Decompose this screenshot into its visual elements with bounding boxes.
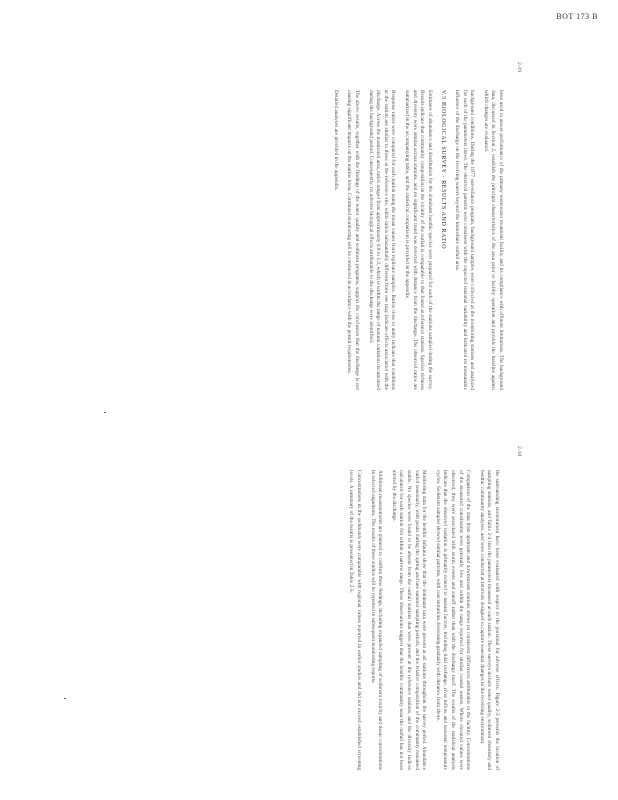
paragraph: Additional measurements are planned to confirm these findings, including expanded sampling of sediment toxicity and tissue concentrations in selected organisms. The results of these studies will be reported in subsequent monitoring reports.	[369, 470, 384, 770]
scan-speck	[104, 412, 106, 413]
section-heading: V.5 BIOLOGICAL SURVEY - RESULTS AND RATIO	[440, 90, 447, 250]
page-number: 2-18	[516, 446, 522, 457]
paragraph: been used to assess performance of the primary wastewater treatment facility and its compliance with effluent limitations. The background data, discussed in Section 2, establish the principal characteristics of the area prior to facility operation and provide the baseline against which changes are evaluated.	[482, 90, 504, 390]
paragraph: Detailed analyses are provided in the appendix.	[332, 90, 339, 191]
paragraph: background conditions. During the 1977 surveillance program, background samples were collected at the monitoring stations and analyzed for each of the parameters listed. The observed patterns were consistent with the expected seasonal variability and indicated no measurable influence of the discharge on the receiving waters beyond the immediate outfall area.	[454, 90, 476, 390]
paragraph: the surrounding environment have been evaluated with respect to the potential for adverse effects. Figure 2-3 presents the location of sampling stations, and Table 2-4 lists the parameters measured at each station. These surveys include water quality, sediment chemistry and benthic community analyses, and were conducted at intervals designed to capture seasonal changes in the receiving environment.	[478, 470, 500, 770]
left-text-column	[341, 470, 500, 770]
page-number: 2-19	[516, 62, 522, 73]
paragraph: Monitoring data for the benthic infauna show that the dominant taxa were present at all stations throughout the survey period. Abundance varied seasonally, with peaks during the spring and late summer sampling periods, and the relative composition of the community remained stable. No species were found to be absent from the outfall stations that were present at the reference stations, and the diversity indices calculated for each station fell within a narrow range. These observations suggest that the benthic community near the outfall has not been altered by the discharge.	[390, 470, 428, 770]
paragraph: Response ratios were computed for each station using the mean values from replicate samples. Ratios close to unity indicate that conditions at the station are similar to those at the reference site, while ratios substantially different from one may indicate effects associated with the discharge. Across the monitored area, ratios ranged from approximately 0.8 to 1.2, which is within the range of natural variation documented during the background period. Consequently, no adverse biological effects attributable to the discharge were identified.	[367, 90, 397, 390]
paragraph: Comparison of the data from upstream and downstream stations shows no consistent differences attributable to the facility. Concentrations of the measured constituents were generally low and within the range reported for similar coastal waters. Where elevated values were observed, they were associated with storm events and runoff rather than with the discharge itself. The results of the statistical analysis indicate that the observed variation is primarily related to natural factors, including tidal exchange, river inflow and seasonal temperature cycles. Sediment samples showed similar patterns, with concentrations decreasing gradually with distance from shore.	[434, 470, 472, 770]
paragraph: The above results, together with the findings of the water quality and sediment programs, support the conclusion that the discharge is not causing significant impacts on the marine biota. Continued monitoring will be conducted in accordance with the permit requirements.	[346, 90, 361, 390]
right-text-column	[325, 90, 504, 390]
paragraph: Estimates of abundance and distribution for the dominant benthic species were prepared for each of the stations sampled during the survey. Results indicate that community composition in the vicinity of the outfall is comparable to that found at reference stations. Species richness and diversity were similar across stations, and no significant trend was detected with distance from the discharge. The observed ratios are summarized in the accompanying table, and the statistical comparison is provided in the appendix.	[404, 90, 433, 390]
scan-speck	[64, 698, 66, 699]
document-code: BOT 173 B	[556, 12, 598, 21]
paragraph: Concentrations in the sediments were comparable with regional values reported in earlier studies and did not exceed established screening levels. A summary of the results is presented in Table 2-5.	[348, 470, 363, 770]
